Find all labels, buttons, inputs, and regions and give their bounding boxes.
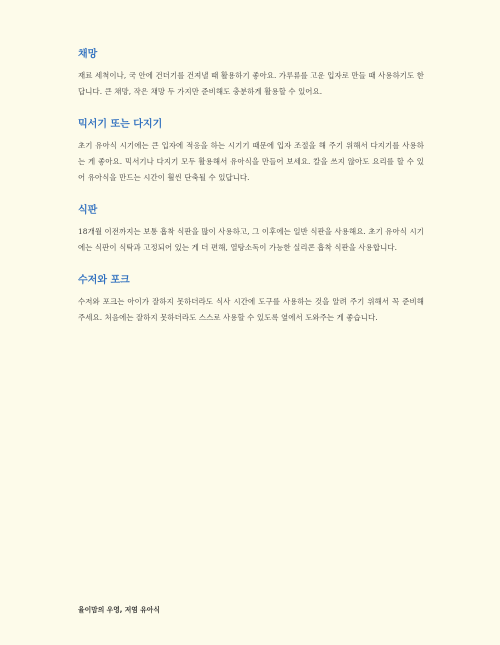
section-title: 수저와 포크 (78, 275, 130, 286)
section-body: 재료 세척이나, 국 안에 건더기를 건져낼 때 활용하기 좋아요. 가루류를 고운 입자로 만들 때 사용하기도 한답니다. 큰 채망, 작은 채망 두 가지만 준비해도 충분하게 활용할 수 있어요. (78, 71, 424, 96)
section-spoon-fork (78, 274, 424, 326)
section-body: 초기 유아식 시기에는 큰 입자에 적응을 하는 시기기 때문에 입자 조절을 해 주기 위해서 다지기를 사용하는 게 좋아요. 믹서기나 다지기 모두 활용해서 유아식을 만들어 보세요. 칼을 쓰지 않아도 요리를 할 수 있어 유아식을 만드는 시간이 훨씬 단축될 수 있답니다. (78, 141, 424, 182)
section-strainer (78, 48, 424, 100)
section-body: 18개월 이전까지는 보통 흡착 식판을 많이 사용하고, 그 이후에는 일반 식판을 사용해요. 초기 유아식 시기에는 식판이 식탁과 고정되어 있는 게 더 편해, 열탕소독이 가능한 실리콘 흡착 식판을 사용합니다. (78, 227, 424, 252)
section-blender (78, 118, 424, 186)
section-tray (78, 204, 424, 256)
page-footer: 율이맘의 우영, 저염 유아식 (78, 606, 160, 614)
section-title: 믹서기 또는 다지기 (78, 119, 163, 130)
section-title: 식판 (78, 205, 98, 216)
page-content (78, 48, 424, 344)
section-body: 수저와 포크는 아이가 잘하지 못하더라도 식사 시간에 도구를 사용하는 것을 알려 주기 위해서 꼭 준비해 주세요. 처음에는 잘하지 못하더라도 스스로 사용할 수 있도록 옆에서 도와주는 게 좋습니다. (78, 297, 424, 322)
section-title: 채망 (78, 49, 98, 60)
